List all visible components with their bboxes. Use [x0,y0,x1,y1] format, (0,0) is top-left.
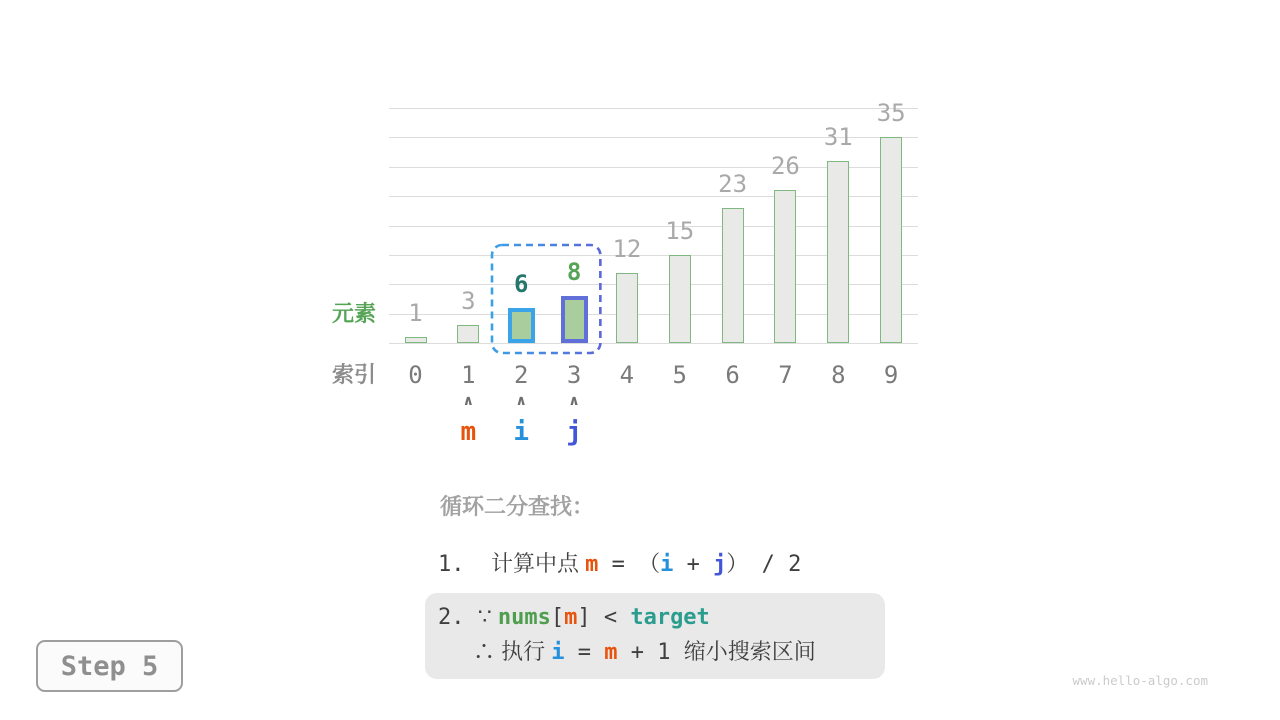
gridline [389,108,918,109]
gridline [389,343,918,344]
bar-highlighted [508,308,535,343]
step1-seg-code: / 2 [748,552,802,577]
pointer-arrow-i: ∧ [515,393,527,409]
bar [616,273,638,344]
bar [880,137,902,343]
conclusion2-seg-i: i [551,640,565,665]
value-label: 1 [408,299,423,328]
pointer-label-i: i [513,417,530,447]
index-label: 5 [672,361,687,389]
step1-seg-plain: ） [726,551,749,576]
bar [669,255,691,343]
step1-seg-i: i [660,552,674,577]
bar-highlighted [561,296,588,343]
step1-seg-code: 1. [438,552,491,577]
value-label: 35 [876,99,906,128]
value-label: 15 [665,216,695,245]
conclusion-line-1 [438,604,710,631]
value-label: 3 [461,287,476,316]
caption-title: 循环二分查找： [440,494,595,519]
conclusion1-seg-code: 2. [438,605,478,630]
value-label: 12 [612,234,642,263]
conclusion2-seg-plain: 缩小搜索区间 [683,639,816,664]
bar [722,208,744,343]
step1-seg-plain: 计算中点 [490,551,586,576]
conclusion1-seg-m: m [564,605,578,630]
bar [774,190,796,343]
conclusion1-seg-plain: ∵ [477,604,498,629]
index-label: 3 [566,361,582,389]
y-row-label-elements: 元素 [331,301,376,326]
index-label: 7 [778,361,793,389]
conclusion2-seg-code: + 1 [617,640,684,665]
step1-seg-m: m [585,552,599,577]
step-badge-label: Step 5 [60,650,159,682]
value-label: 31 [823,122,853,151]
index-label: 6 [725,361,740,389]
bar [827,161,849,343]
bar [457,325,479,343]
index-label: 2 [513,361,529,389]
index-label: 1 [461,361,476,389]
x-row-label-indices: 索引 [331,362,376,387]
conclusion1-seg-code: ] < [577,605,631,630]
pointer-arrow-j: ∧ [568,393,580,409]
conclusion1-seg-code: [ [550,605,565,630]
step1-seg-code: + [673,552,714,577]
conclusion1-seg-nums: nums [497,605,551,630]
index-label: 4 [619,361,635,389]
pointer-label-m: m [460,417,477,447]
conclusion1-seg-target: target [630,605,710,630]
caption-step1-line [438,551,801,578]
step1-seg-plain: （ [638,551,661,576]
index-label: 9 [883,361,899,389]
conclusion2-seg-plain: ∴ 执行 [473,639,552,664]
index-label: 8 [831,361,846,389]
bar [405,337,427,343]
step-badge [36,640,183,692]
step1-seg-j: j [713,552,727,577]
value-label: 26 [770,152,800,181]
conclusion2-seg-code: = [564,640,605,665]
index-label: 0 [408,361,423,389]
conclusion2-seg-m: m [604,640,618,665]
pointer-label-j: j [566,417,582,447]
value-label: 8 [566,258,582,286]
conclusion-line-2 [473,639,816,666]
watermark-url: www.hello-algo.com [1072,673,1208,688]
value-label: 6 [513,269,529,298]
value-label: 23 [718,169,748,198]
pointer-arrow-m: ∧ [462,393,475,409]
step1-seg-code: = [598,552,639,577]
